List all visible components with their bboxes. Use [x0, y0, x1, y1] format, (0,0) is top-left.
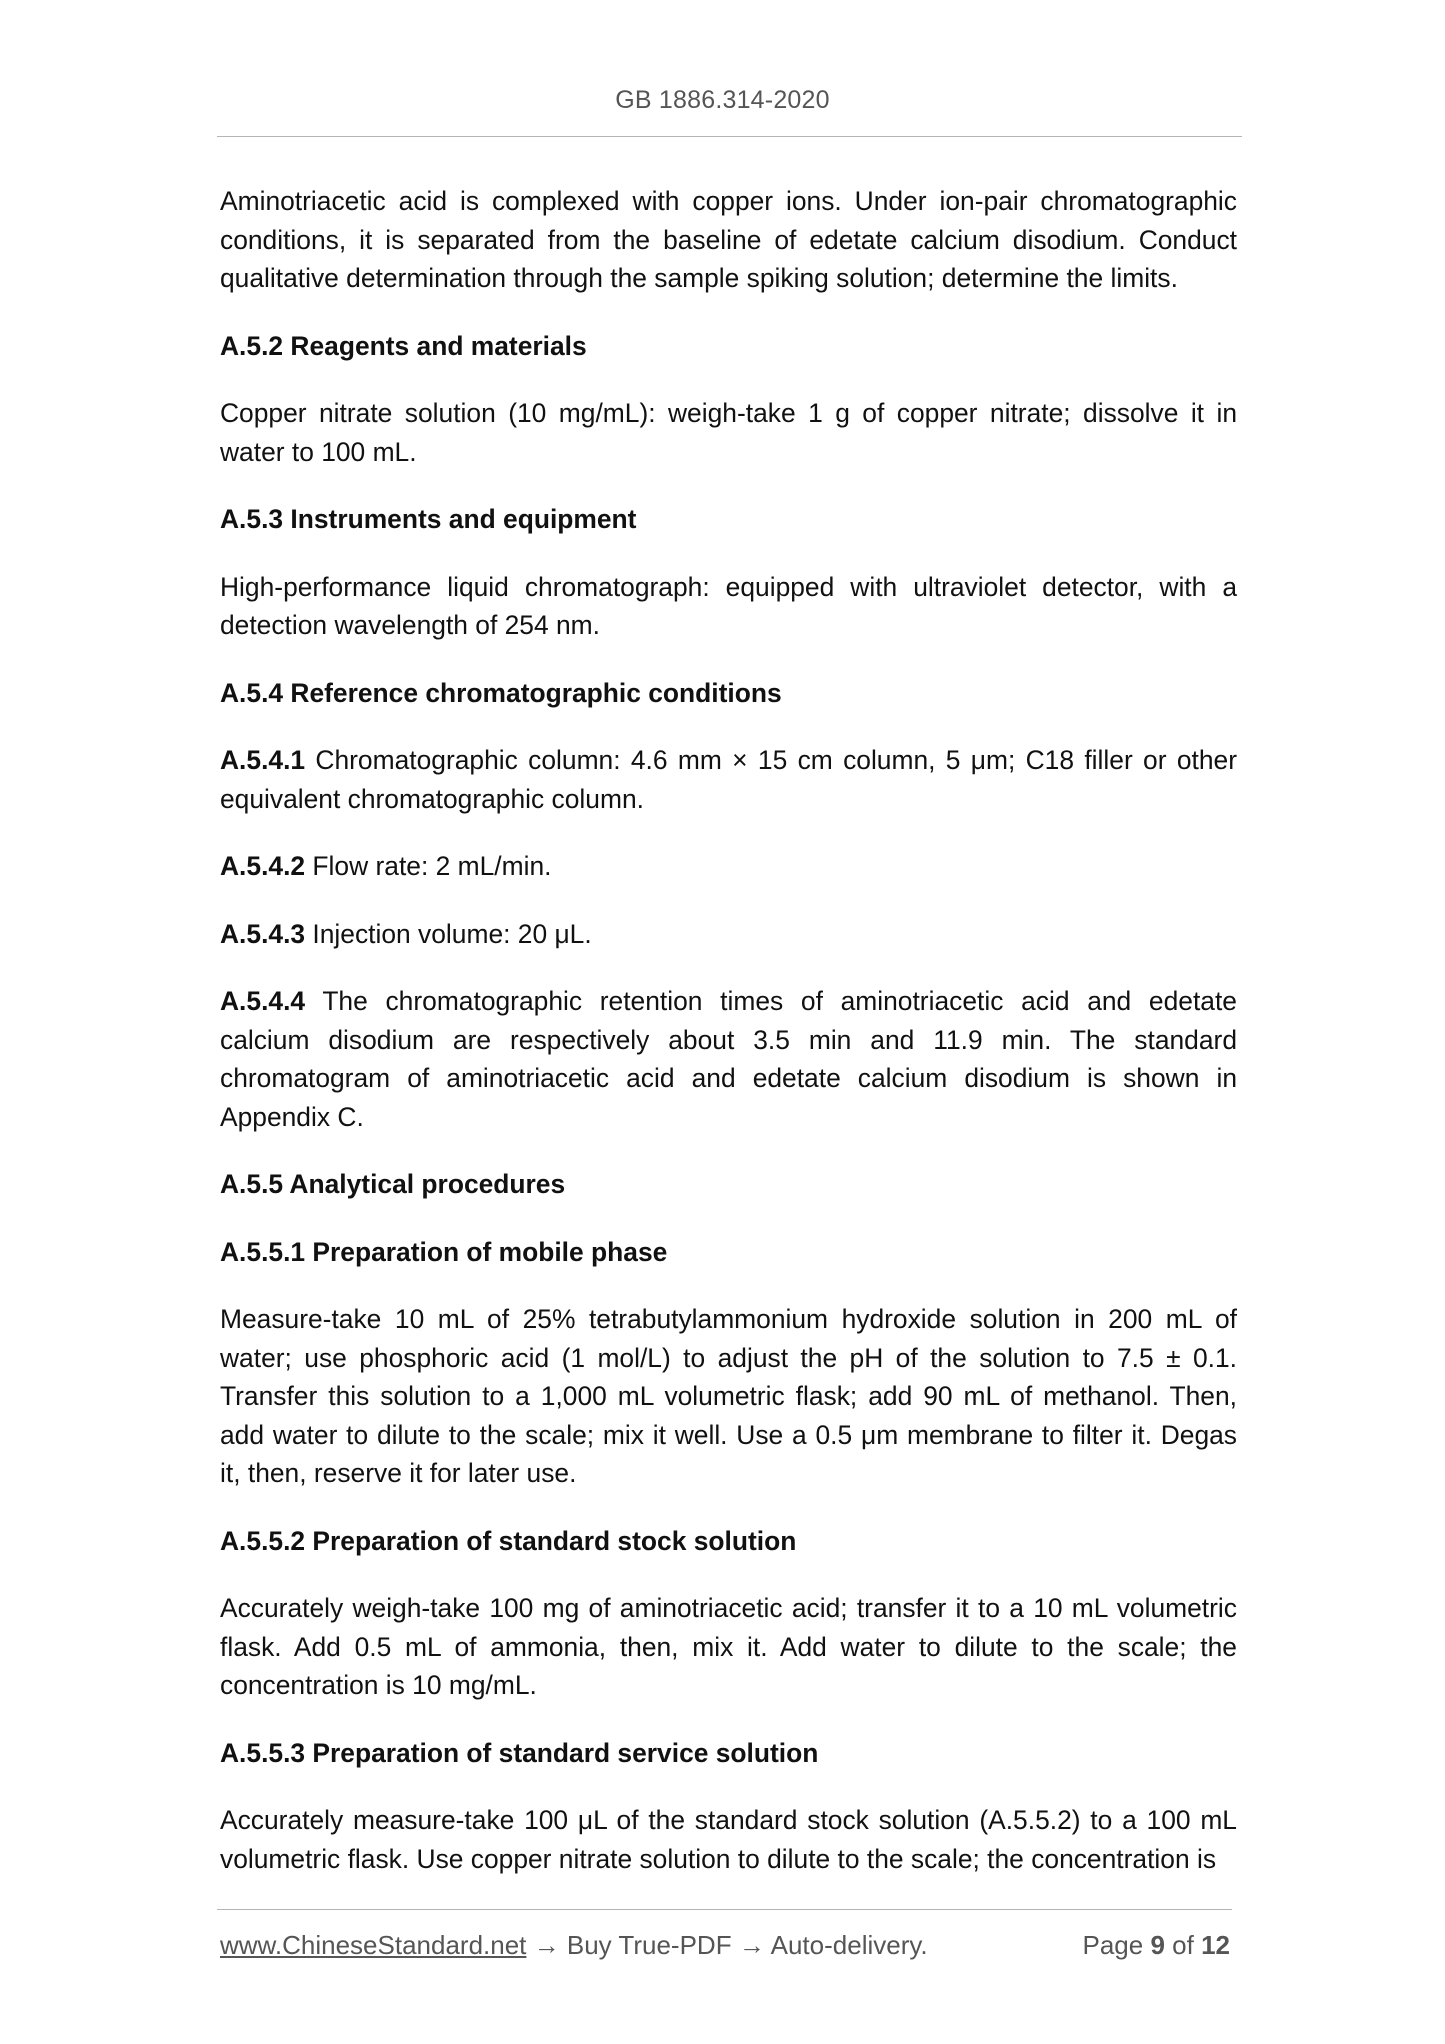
clause-a541 [220, 741, 1237, 818]
heading-a552: A.5.5.2 Preparation of standard stock solution [220, 1525, 797, 1556]
paragraph-a53: High-performance liquid chromatograph: equipped with ultraviolet detector, with a detection wavelength of 254 nm. [220, 571, 1237, 640]
header-divider [217, 136, 1242, 137]
page-header-doc-id: GB 1886.314-2020 [615, 86, 830, 114]
clause-text: Injection volume: 20 μL. [305, 918, 592, 949]
heading-a553: A.5.5.3 Preparation of standard service solution [220, 1737, 819, 1768]
paragraph-a551: Measure-take 10 mL of 25% tetrabutylammonium hydroxide solution in 200 mL of water; use phosphoric acid (1 mol/L) to adjust the pH of the solution to 7.5 ± 0.1. Transfer this solution to a 1,000 mL volumetric flask; add 90 mL of methanol. Then, add water to dilute to the scale; mix it well. Use a 0.5 μm membrane to filter it. Degas it, then, reserve it for later use. [220, 1304, 1237, 1488]
clause-text: Flow rate: 2 mL/min. [305, 851, 552, 881]
footer-promo [220, 1930, 928, 1961]
clause-label: A.5.4.4 [220, 986, 306, 1016]
clause-label: A.5.4.1 [220, 745, 306, 775]
page-word: Page [1082, 1930, 1144, 1960]
footer-delivery-text: Auto-delivery. [770, 1930, 928, 1960]
clause-text: The chromatographic retention times of aminotriacetic acid and edetate calcium disodium are respectively about 3.5 min and 11.9 min. The standard chromatogram of aminotriacetic acid and edetate calcium disodium is shown in Appendix C. [220, 986, 1237, 1132]
clause-a542 [220, 847, 1237, 886]
paragraph-a553: Accurately measure-take 100 μL of the standard stock solution (A.5.5.2) to a 100 mL volumetric flask. Use copper nitrate solution to dilute to the scale; the concentration is [220, 1805, 1237, 1874]
clause-text: Chromatographic column: 4.6 mm × 15 cm column, 5 μm; C18 filler or other equivalent chromatographic column. [220, 745, 1237, 814]
footer-buy-text: Buy True-PDF [566, 1930, 732, 1960]
intro-paragraph: Aminotriacetic acid is complexed with copper ions. Under ion-pair chromatographic conditions, it is separated from the baseline of edetate calcium disodium. Conduct qualitative determination through the sample spiking solution; determine the limits. [220, 186, 1237, 293]
footer-divider [217, 1909, 1232, 1910]
heading-a54: A.5.4 Reference chromatographic conditions [220, 677, 782, 708]
clause-label: A.5.4.3 [220, 918, 306, 949]
page-body [220, 182, 1237, 1878]
paragraph-a52: Copper nitrate solution (10 mg/mL): weigh-take 1 g of copper nitrate; dissolve it in water to 100 mL. [220, 398, 1237, 467]
clause-label: A.5.4.2 [220, 851, 306, 881]
heading-a55: A.5.5 Analytical procedures [220, 1169, 566, 1199]
arrow-right-icon: → [738, 1930, 765, 1960]
heading-a551: A.5.5.1 Preparation of mobile phase [220, 1236, 668, 1267]
page-counter [1082, 1930, 1230, 1961]
arrow-right-icon: → [533, 1930, 560, 1960]
clause-a543 [220, 915, 1237, 954]
page-number: 9 [1150, 1930, 1165, 1960]
heading-a52: A.5.2 Reagents and materials [220, 330, 587, 361]
heading-a53: A.5.3 Instruments and equipment [220, 504, 637, 534]
paragraph-a552: Accurately weigh-take 100 mg of aminotriacetic acid; transfer it to a 10 mL volumetric flask. Add 0.5 mL of ammonia, then, mix it. Add water to dilute to the scale; the concentration is 10 mg/mL. [220, 1593, 1237, 1700]
clause-a544 [220, 982, 1237, 1136]
website-link[interactable]: www.ChineseStandard.net [220, 1930, 527, 1960]
of-word: of [1172, 1930, 1194, 1960]
page-footer [220, 1930, 1230, 1964]
page-total: 12 [1201, 1930, 1230, 1960]
